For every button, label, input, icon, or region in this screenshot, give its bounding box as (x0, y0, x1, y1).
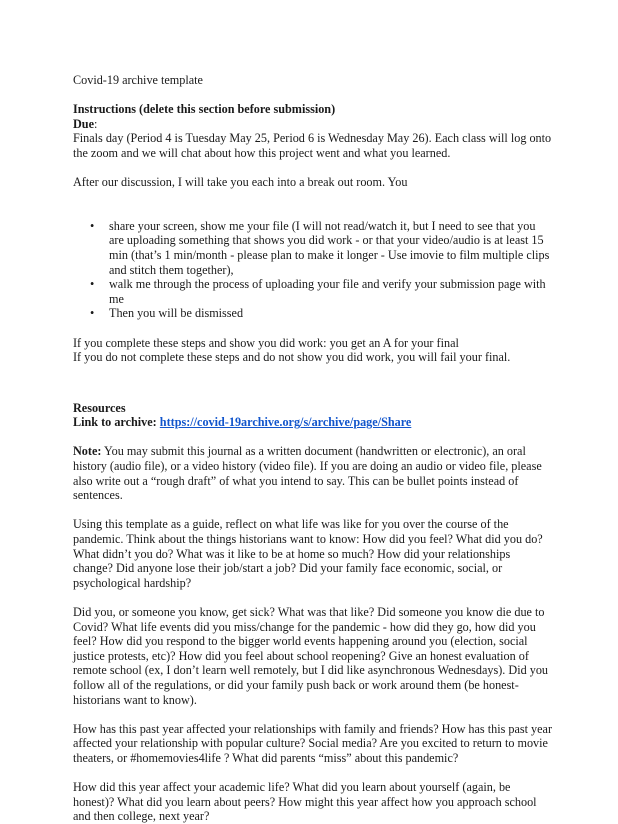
list-item-text: Then you will be dismissed (109, 306, 244, 321)
list-item-text: walk me through the process of uploading your file and verify your submission page with me (109, 277, 546, 306)
spacer (73, 503, 553, 518)
note-paragraph (73, 444, 553, 502)
pass-condition-text: If you complete these steps and show you did work: you get an A for your final (73, 335, 459, 350)
fail-condition-text: If you do not complete these steps and do not show you did work, you will fail your final. (73, 350, 511, 365)
bullet-icon: • (90, 306, 95, 321)
reflection-paragraph: How has this past year affected your relationships with family and friends? How has this past year affected your relationship with popular culture? Social media? Are you excited to return to movie theaters, or #homemovies4life ? What did parents “miss” about this pandemic? (73, 721, 553, 765)
list-item (73, 277, 553, 306)
bullet-icon: • (90, 277, 95, 292)
list-item-text: share your screen, show me your file (I will not read/watch it, but I need to see that you are uploading something that shows you did work - or that your video/audio is at least 15 min (that’s 1 min/month - please plan to make it longer - Use imovie to film multiple clips and stitch them together), (109, 218, 550, 277)
spacer (73, 190, 553, 219)
spacer (73, 365, 553, 401)
spacer (73, 88, 553, 103)
spacer (73, 161, 553, 176)
due-line (73, 117, 553, 132)
note-text: You may submit this journal as a written document (handwritten or electronic), an oral history (audio file), or a video history (video file). If you are doing an audio or video file, please also write out a “rough draft” of what you intend to say. This can be bullet points instead of sentences. (73, 444, 542, 503)
list-item (73, 306, 553, 321)
after-discussion-text: After our discussion, I will take you each into a break out room. You (73, 175, 408, 190)
spacer (73, 321, 553, 336)
due-colon: : (94, 116, 98, 131)
steps-list (73, 219, 553, 321)
reflection-paragraph: Using this template as a guide, reflect on what life was like for you over the course of the pandemic. Think about the things historians want to know: How did you feel? What did you do? What didn’t you do? What was it like to be at home so much? How did your relationships change? Did anyone lose their job/start a job? Did your family face economic, social, or psychological hardship? (73, 517, 543, 590)
due-label: Due (73, 116, 94, 131)
document-page (73, 73, 553, 824)
document-title: Covid-19 archive template (73, 73, 203, 87)
instructions-heading: Instructions (delete this section before submission) (73, 102, 336, 117)
spacer (73, 430, 553, 445)
reflection-paragraph: How did this year affect your academic life? What did you learn about yourself (again, be honest)? What did you learn about peers? How might this year affect how you approach school and then college, next year? (73, 780, 537, 824)
archive-link-label: Link to archive: (73, 415, 160, 430)
spacer (73, 590, 553, 605)
list-item (73, 219, 553, 277)
archive-link[interactable]: https://covid-19archive.org/s/archive/page/Share (159, 415, 412, 430)
note-label: Note: (73, 444, 102, 459)
spacer (73, 707, 553, 722)
due-text: Finals day (Period 4 is Tuesday May 25, Period 6 is Wednesday May 26). Each class will log onto the zoom and we will chat about how this project went and what you learned. (73, 131, 552, 160)
resources-heading: Resources (73, 400, 126, 415)
bullet-icon: • (90, 218, 95, 233)
reflection-paragraph: Did you, or someone you know, get sick? What was that like? Did someone you know die due to Covid? What life events did you miss/change for the pandemic - how did they go, how did you feel? How did you respond to the bigger world events happening around you (election, social justice protests, etc)? How did you feel about school reopening? Give an honest evaluation of remote school (ex, I don’t learn well remotely, but I did like asynchronous Wednesdays). Did you follow all of the regulations, or did your family push back or work around them (be honest- historians want to know). (73, 605, 549, 707)
spacer (73, 766, 553, 781)
archive-link-line (73, 415, 553, 430)
